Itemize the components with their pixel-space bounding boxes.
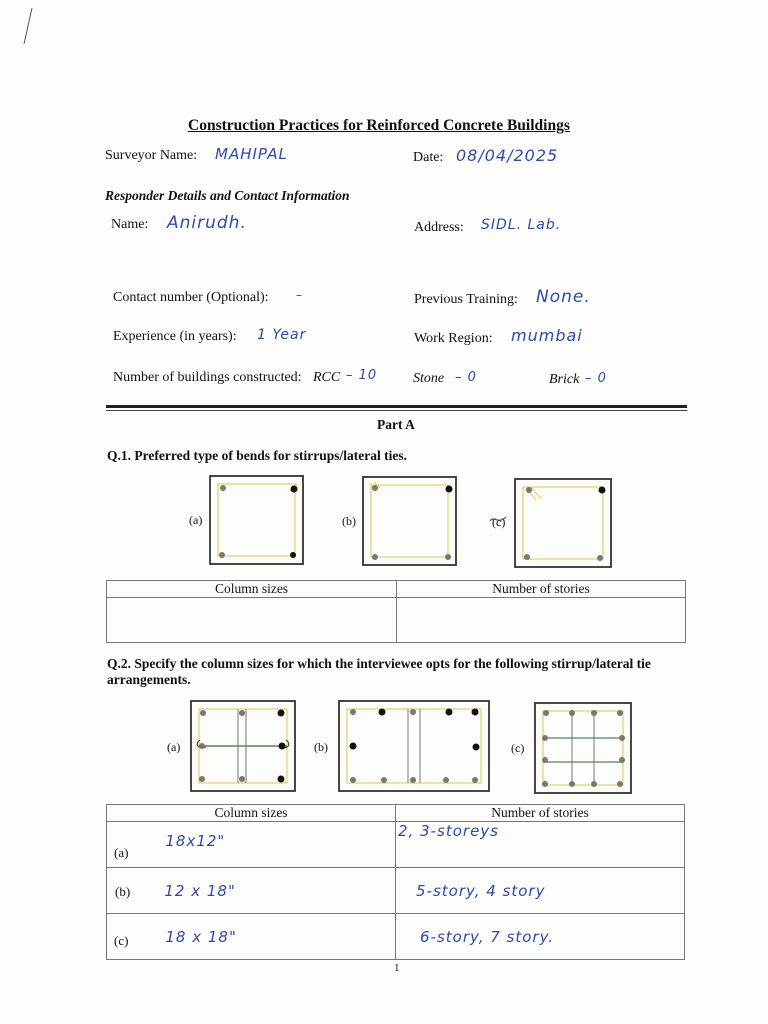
q2-row-a-size-cell[interactable]: [107, 822, 396, 868]
part-a-heading: Part A: [377, 417, 415, 432]
q2-option-c-diagram[interactable]: [534, 702, 632, 794]
q2-option-b-label: (b): [314, 740, 328, 754]
q1-option-a-diagram[interactable]: [209, 475, 304, 565]
brick-label: Brick: [549, 372, 580, 387]
q2-question: Q.2. Specify the column sizes for which the interviewee opts for the following stirrup/lateral tie: [107, 656, 651, 671]
responder-heading: Responder Details and Contact Information: [105, 188, 350, 203]
contact-label: Contact number (Optional):: [113, 290, 269, 305]
name-value: Anirudh.: [167, 213, 247, 233]
q1-option-b-label: (b): [342, 514, 356, 528]
q1-selection-mark: [488, 513, 508, 527]
buildings-label: Number of buildings constructed:: [113, 370, 302, 385]
brick-value: – 0: [585, 371, 607, 386]
address-value: SIDL. Lab.: [481, 217, 562, 233]
q2-option-a-label: (a): [167, 740, 181, 754]
q2-header-column-sizes: Column sizes: [107, 805, 396, 822]
q2-row-c-stories: 6-story, 7 story.: [420, 927, 555, 946]
q2-question-cont: arrangements.: [107, 672, 191, 687]
q1-header-column-sizes: Column sizes: [107, 581, 397, 598]
q1-question: Q.1. Preferred type of bends for stirrups/lateral ties.: [107, 448, 407, 463]
stone-label: Stone: [413, 371, 445, 386]
q2-option-a-diagram[interactable]: [190, 700, 296, 792]
q2-row-c-size-cell[interactable]: [107, 914, 396, 960]
q2-option-b-diagram[interactable]: [338, 700, 490, 792]
q2-row-b-size-cell[interactable]: [107, 868, 396, 914]
document-title: Construction Practices for Reinforced Concrete Buildings: [188, 117, 570, 134]
surveyor-value: MAHIPAL: [215, 145, 288, 163]
q1-table: [106, 580, 686, 643]
region-label: Work Region:: [414, 331, 493, 346]
address-label: Address:: [414, 220, 464, 235]
page-number: 1: [394, 962, 400, 974]
experience-label: Experience (in years):: [113, 329, 237, 344]
q2-row-a-size: 18x12": [165, 831, 226, 850]
date-value: 08/04/2025: [456, 146, 559, 165]
q2-row-c-label: (c): [114, 932, 129, 948]
surveyor-label: Surveyor Name:: [105, 148, 198, 163]
contact-value: –: [296, 288, 303, 302]
name-label: Name:: [111, 217, 149, 232]
q2-row-c-size: 18 x 18": [165, 927, 237, 946]
q1-option-b-diagram[interactable]: [362, 476, 457, 566]
stone-value: – 0: [455, 370, 477, 385]
q2-row-b-label: (b): [115, 883, 131, 899]
q2-row-a-label: (a): [114, 844, 129, 860]
q2-row-b-stories: 5-story, 4 story: [416, 881, 546, 900]
q1-column-sizes-cell[interactable]: [107, 598, 397, 643]
q2-row-b-size: 12 x 18": [164, 881, 236, 900]
rcc-label: RCC: [313, 370, 341, 385]
q1-option-c-diagram[interactable]: [514, 478, 614, 568]
q2-table: [106, 804, 685, 960]
pencil-mark: [20, 8, 40, 48]
q1-option-c-label: (c): [492, 515, 506, 529]
q1-header-stories: Number of stories: [397, 581, 686, 598]
q1-stories-cell[interactable]: [397, 598, 686, 643]
rcc-value: – 10: [346, 368, 378, 383]
section-divider: [106, 405, 687, 408]
q2-row-c-stories-cell[interactable]: [396, 914, 685, 960]
q1-option-a-label: (a): [189, 513, 203, 527]
q2-row-a-stories-cell[interactable]: [396, 822, 685, 868]
q2-row-a-stories: 2, 3-storeys: [398, 822, 499, 840]
training-value: None.: [536, 287, 591, 307]
date-label: Date:: [413, 150, 444, 165]
q2-header-stories: Number of stories: [396, 805, 685, 822]
experience-value: 1 Year: [257, 327, 307, 343]
q2-row-b-stories-cell[interactable]: [396, 868, 685, 914]
region-value: mumbai: [511, 326, 583, 345]
q2-option-c-label: (c): [511, 741, 525, 755]
section-divider-thin: [106, 410, 687, 411]
training-label: Previous Training:: [414, 292, 518, 307]
